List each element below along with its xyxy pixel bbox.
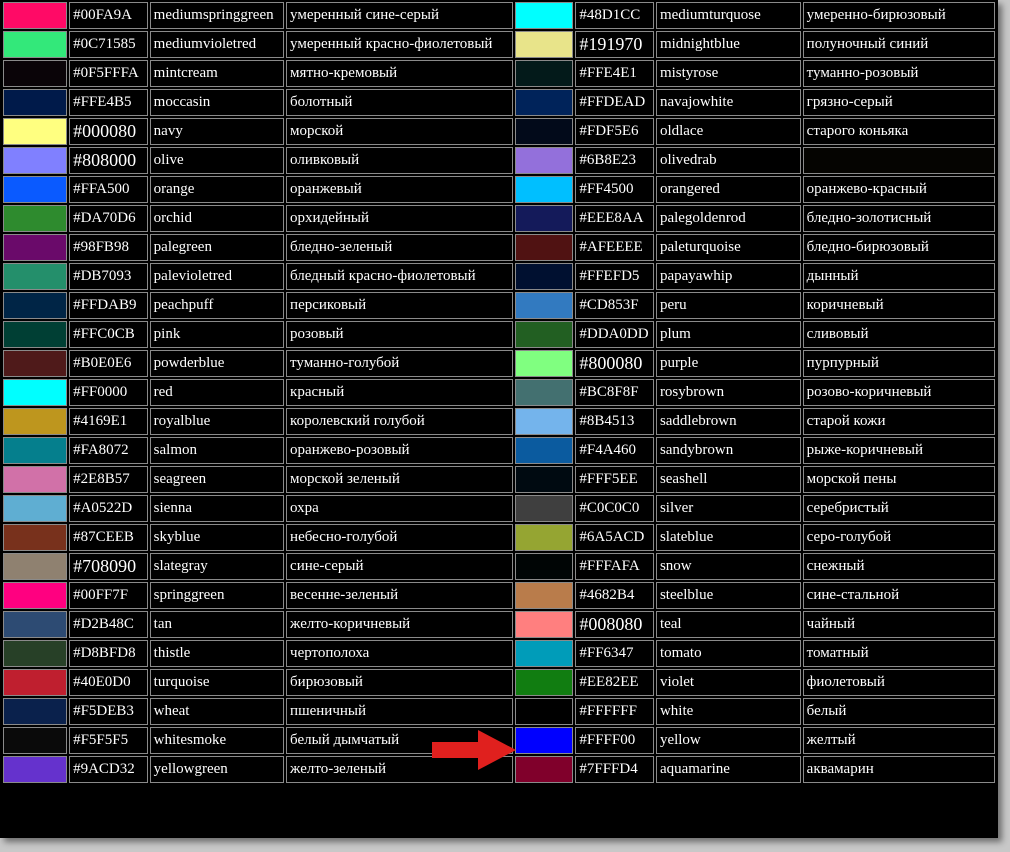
color-name: navajowhite: [656, 89, 801, 116]
color-swatch: [3, 31, 67, 58]
hex-code: #000080: [69, 118, 148, 145]
color-name-russian: коричневый: [803, 292, 995, 319]
color-swatch: [3, 89, 67, 116]
color-swatch: [3, 60, 67, 87]
color-name-russian: чертополоха: [286, 640, 513, 667]
color-swatch: [515, 205, 573, 232]
color-swatch: [3, 640, 67, 667]
hex-code: #FF0000: [69, 379, 148, 406]
color-swatch: [515, 321, 573, 348]
color-name-russian: желтый: [803, 727, 995, 754]
hex-code: #6B8E23: [575, 147, 654, 174]
color-name-russian: грязно-серый: [803, 89, 995, 116]
color-name: moccasin: [150, 89, 284, 116]
color-swatch: [515, 31, 573, 58]
color-name-russian: небесно-голубой: [286, 524, 513, 551]
color-name-russian: сливовый: [803, 321, 995, 348]
color-swatch: [3, 205, 67, 232]
color-swatch: [515, 234, 573, 261]
table-row: [3, 553, 995, 580]
color-name: royalblue: [150, 408, 284, 435]
color-name: seashell: [656, 466, 801, 493]
hex-code: #800080: [575, 350, 654, 377]
color-swatch: [3, 582, 67, 609]
table-row: [3, 611, 995, 638]
color-name-russian: старой кожи: [803, 408, 995, 435]
color-name-russian: [803, 147, 995, 174]
color-name-russian: фиолетовый: [803, 669, 995, 696]
hex-code: #FA8072: [69, 437, 148, 464]
color-name-russian: сине-серый: [286, 553, 513, 580]
color-name-russian: умеренно-бирюзовый: [803, 2, 995, 29]
color-name: mintcream: [150, 60, 284, 87]
hex-code: #00FF7F: [69, 582, 148, 609]
table-row: [3, 321, 995, 348]
color-name-russian: желто-коричневый: [286, 611, 513, 638]
hex-code: #708090: [69, 553, 148, 580]
hex-code: #0F5FFFA: [69, 60, 148, 87]
color-name: whitesmoke: [150, 727, 284, 754]
color-name: midnightblue: [656, 31, 801, 58]
table-row: [3, 234, 995, 261]
color-name: rosybrown: [656, 379, 801, 406]
color-name: mediumspringgreen: [150, 2, 284, 29]
color-swatch: [3, 495, 67, 522]
color-name: peachpuff: [150, 292, 284, 319]
color-name: thistle: [150, 640, 284, 667]
color-name: turquoise: [150, 669, 284, 696]
hex-code: #EEE8AA: [575, 205, 654, 232]
color-swatch: [515, 582, 573, 609]
color-name: sienna: [150, 495, 284, 522]
table-row: [3, 118, 995, 145]
hex-code: #DB7093: [69, 263, 148, 290]
color-swatch: [515, 611, 573, 638]
color-name-russian: томатный: [803, 640, 995, 667]
color-name-russian: красный: [286, 379, 513, 406]
hex-code: #CD853F: [575, 292, 654, 319]
color-swatch: [515, 466, 573, 493]
color-name-russian: желто-зеленый: [286, 756, 513, 783]
color-name: springgreen: [150, 582, 284, 609]
hex-code: #FFC0CB: [69, 321, 148, 348]
color-name-russian: мятно-кремовый: [286, 60, 513, 87]
color-name: orange: [150, 176, 284, 203]
table-row: [3, 147, 995, 174]
hex-code: #A0522D: [69, 495, 148, 522]
color-name-russian: оливковый: [286, 147, 513, 174]
color-swatch: [3, 524, 67, 551]
color-name: peru: [656, 292, 801, 319]
hex-code: #FFDAB9: [69, 292, 148, 319]
hex-code: #00FA9A: [69, 2, 148, 29]
hex-code: #FFE4B5: [69, 89, 148, 116]
hex-code: #FFFAFA: [575, 553, 654, 580]
color-name: oldlace: [656, 118, 801, 145]
hex-code: #F5DEB3: [69, 698, 148, 725]
color-name-russian: бледный красно-фиолетовый: [286, 263, 513, 290]
color-name: violet: [656, 669, 801, 696]
color-swatch: [3, 321, 67, 348]
hex-code: #C0C0C0: [575, 495, 654, 522]
color-swatch: [515, 350, 573, 377]
hex-code: #98FB98: [69, 234, 148, 261]
color-name-russian: оранжево-розовый: [286, 437, 513, 464]
color-name: yellow: [656, 727, 801, 754]
color-name: skyblue: [150, 524, 284, 551]
color-name: yellowgreen: [150, 756, 284, 783]
color-swatch: [515, 408, 573, 435]
hex-code: #DDA0DD: [575, 321, 654, 348]
color-swatch: [515, 669, 573, 696]
color-name-russian: снежный: [803, 553, 995, 580]
color-name-russian: рыже-коричневый: [803, 437, 995, 464]
hex-code: #EE82EE: [575, 669, 654, 696]
color-name-russian: старого коньяка: [803, 118, 995, 145]
color-swatch: [3, 466, 67, 493]
color-name-russian: оранжевый: [286, 176, 513, 203]
color-name-russian: серо-голубой: [803, 524, 995, 551]
color-swatch: [3, 727, 67, 754]
hex-code: #808000: [69, 147, 148, 174]
table-row: [3, 292, 995, 319]
color-name: plum: [656, 321, 801, 348]
table-row: [3, 524, 995, 551]
color-name-russian: аквамарин: [803, 756, 995, 783]
table-row: [3, 495, 995, 522]
color-name: wheat: [150, 698, 284, 725]
color-swatch: [515, 727, 573, 754]
hex-code: #7FFFD4: [575, 756, 654, 783]
color-name: seagreen: [150, 466, 284, 493]
color-name: silver: [656, 495, 801, 522]
color-swatch: [3, 263, 67, 290]
color-swatch: [3, 437, 67, 464]
color-name-russian: бледно-золотисный: [803, 205, 995, 232]
color-swatch: [3, 234, 67, 261]
color-name-russian: серебристый: [803, 495, 995, 522]
hex-code: #40E0D0: [69, 669, 148, 696]
color-name-russian: охра: [286, 495, 513, 522]
table-row: [3, 176, 995, 203]
color-name: paleturquoise: [656, 234, 801, 261]
hex-code: #4682B4: [575, 582, 654, 609]
table-row: [3, 466, 995, 493]
color-swatch: [3, 2, 67, 29]
color-swatch: [3, 176, 67, 203]
color-name: olivedrab: [656, 147, 801, 174]
hex-code: #D8BFD8: [69, 640, 148, 667]
color-swatch: [3, 669, 67, 696]
hex-code: #FFEFD5: [575, 263, 654, 290]
color-name-russian: розовый: [286, 321, 513, 348]
table-row: [3, 350, 995, 377]
hex-code: #F4A460: [575, 437, 654, 464]
color-name-russian: пурпурный: [803, 350, 995, 377]
table-row: [3, 2, 995, 29]
color-swatch: [515, 495, 573, 522]
color-name: palegreen: [150, 234, 284, 261]
table-row: [3, 582, 995, 609]
color-name-russian: умеренный красно-фиолетовый: [286, 31, 513, 58]
color-swatch: [3, 292, 67, 319]
color-name-russian: туманно-розовый: [803, 60, 995, 87]
color-swatch: [515, 756, 573, 783]
hex-code: #B0E0E6: [69, 350, 148, 377]
color-name: slateblue: [656, 524, 801, 551]
hex-code: #191970: [575, 31, 654, 58]
color-name: slategray: [150, 553, 284, 580]
color-name-russian: бирюзовый: [286, 669, 513, 696]
color-name-russian: чайный: [803, 611, 995, 638]
color-swatch: [515, 176, 573, 203]
color-swatch: [515, 263, 573, 290]
table-row: [3, 89, 995, 116]
color-swatch: [515, 524, 573, 551]
color-swatch: [515, 379, 573, 406]
color-name-russian: королевский голубой: [286, 408, 513, 435]
color-name: orangered: [656, 176, 801, 203]
color-swatch: [3, 611, 67, 638]
table-row: [3, 640, 995, 667]
color-name: mistyrose: [656, 60, 801, 87]
hex-code: #87CEEB: [69, 524, 148, 551]
hex-code: #FDF5E6: [575, 118, 654, 145]
hex-code: #BC8F8F: [575, 379, 654, 406]
color-name: teal: [656, 611, 801, 638]
hex-code: #D2B48C: [69, 611, 148, 638]
color-name-russian: туманно-голубой: [286, 350, 513, 377]
table-row: [3, 698, 995, 725]
color-name: mediumvioletred: [150, 31, 284, 58]
color-name: tan: [150, 611, 284, 638]
color-name: snow: [656, 553, 801, 580]
color-swatch: [515, 2, 573, 29]
color-swatch: [515, 118, 573, 145]
color-swatch: [3, 379, 67, 406]
hex-code: #FFA500: [69, 176, 148, 203]
color-swatch: [515, 437, 573, 464]
red-arrow-right-icon: [432, 730, 516, 770]
hex-code: #8B4513: [575, 408, 654, 435]
hex-code: #FFFF00: [575, 727, 654, 754]
hex-code: #FF6347: [575, 640, 654, 667]
color-name-russian: пшеничный: [286, 698, 513, 725]
color-name: tomato: [656, 640, 801, 667]
hex-code: #9ACD32: [69, 756, 148, 783]
hex-code: #FFDEAD: [575, 89, 654, 116]
hex-code: #2E8B57: [69, 466, 148, 493]
color-name-russian: умеренный сине-серый: [286, 2, 513, 29]
color-swatch: [3, 553, 67, 580]
color-name-russian: бледно-зеленый: [286, 234, 513, 261]
color-swatch: [3, 118, 67, 145]
color-name-russian: оранжево-красный: [803, 176, 995, 203]
color-name: mediumturquose: [656, 2, 801, 29]
color-name-russian: морской: [286, 118, 513, 145]
hex-code: #FFFFFF: [575, 698, 654, 725]
table-row: [3, 437, 995, 464]
color-swatch: [515, 89, 573, 116]
hex-code: #FF4500: [575, 176, 654, 203]
hex-code: #0C71585: [69, 31, 148, 58]
hex-code: #48D1CC: [575, 2, 654, 29]
color-name-russian: морской пены: [803, 466, 995, 493]
color-name-russian: персиковый: [286, 292, 513, 319]
color-name: purple: [656, 350, 801, 377]
color-swatch: [515, 640, 573, 667]
color-swatch: [3, 698, 67, 725]
color-name: salmon: [150, 437, 284, 464]
color-name: olive: [150, 147, 284, 174]
hex-code: #4169E1: [69, 408, 148, 435]
color-swatch: [515, 60, 573, 87]
color-name: papayawhip: [656, 263, 801, 290]
color-swatch: [3, 147, 67, 174]
table-row: [3, 669, 995, 696]
color-name: palevioletred: [150, 263, 284, 290]
color-name-russian: бледно-бирюзовый: [803, 234, 995, 261]
color-name: palegoldenrod: [656, 205, 801, 232]
hex-code: #F5F5F5: [69, 727, 148, 754]
hex-code: #DA70D6: [69, 205, 148, 232]
color-name: aquamarine: [656, 756, 801, 783]
color-swatch: [3, 350, 67, 377]
hex-code: #AFEEEE: [575, 234, 654, 261]
hex-code: #008080: [575, 611, 654, 638]
color-name-russian: белый: [803, 698, 995, 725]
color-name-russian: сине-стальной: [803, 582, 995, 609]
color-swatch: [515, 553, 573, 580]
color-swatch: [515, 698, 573, 725]
color-name-russian: весенне-зеленый: [286, 582, 513, 609]
color-name-russian: орхидейный: [286, 205, 513, 232]
color-name: powderblue: [150, 350, 284, 377]
table-row: [3, 205, 995, 232]
color-name-russian: болотный: [286, 89, 513, 116]
color-name-russian: розово-коричневый: [803, 379, 995, 406]
table-row: [3, 31, 995, 58]
table-row: [3, 408, 995, 435]
color-swatch: [3, 408, 67, 435]
color-name-russian: белый дымчатый: [286, 727, 513, 754]
color-name-russian: морской зеленый: [286, 466, 513, 493]
color-name: red: [150, 379, 284, 406]
color-name: steelblue: [656, 582, 801, 609]
color-swatch: [515, 147, 573, 174]
color-name: sandybrown: [656, 437, 801, 464]
color-name: navy: [150, 118, 284, 145]
color-name-russian: дынный: [803, 263, 995, 290]
hex-code: #6A5ACD: [575, 524, 654, 551]
color-name: orchid: [150, 205, 284, 232]
hex-code: #FFE4E1: [575, 60, 654, 87]
color-name: pink: [150, 321, 284, 348]
color-name-russian: полуночный синий: [803, 31, 995, 58]
color-swatch: [515, 292, 573, 319]
color-name: saddlebrown: [656, 408, 801, 435]
color-name: white: [656, 698, 801, 725]
table-row: [3, 379, 995, 406]
hex-code: #FFF5EE: [575, 466, 654, 493]
table-row: [3, 60, 995, 87]
color-names-table: [1, 0, 997, 785]
table-row: [3, 263, 995, 290]
color-swatch: [3, 756, 67, 783]
